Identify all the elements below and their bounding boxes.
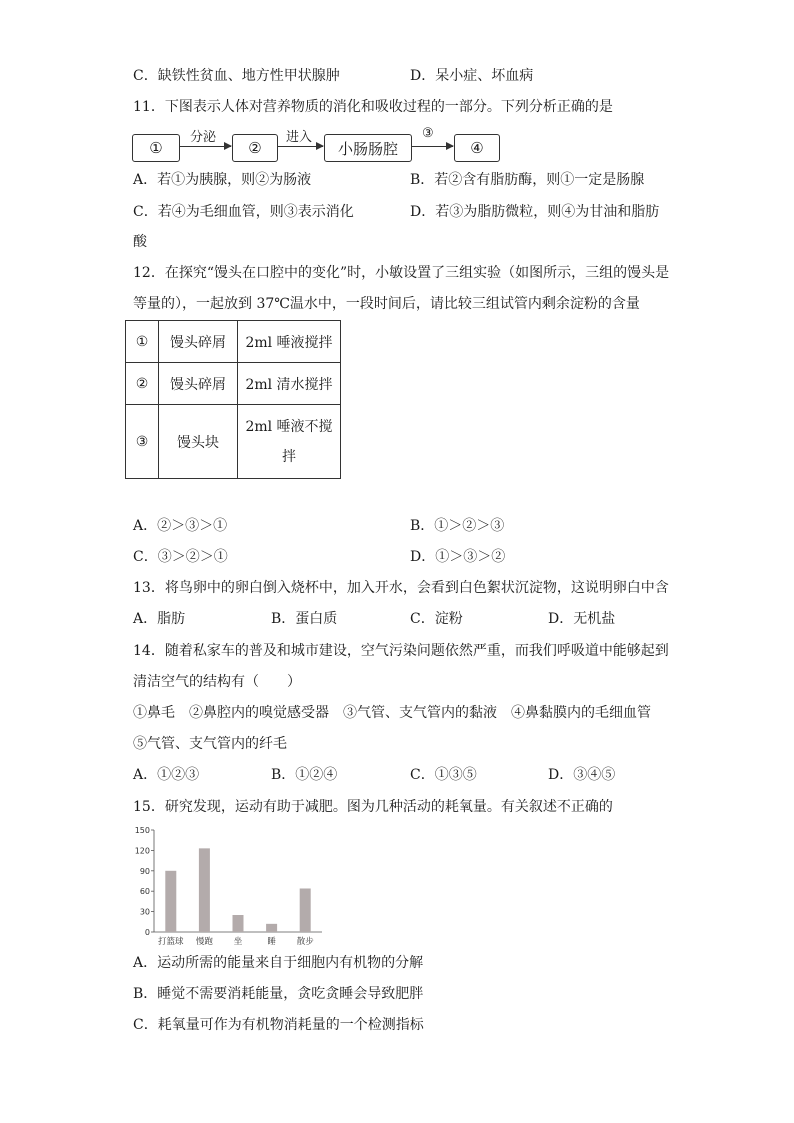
x-tick-label: 慢跑 (195, 937, 213, 947)
table-cell-treatment: 2ml 唾液搅拌 (238, 321, 341, 363)
y-tick-label: 60 (139, 887, 150, 897)
q14-items-line2: ⑤气管、支气管内的纤毛 (133, 736, 287, 752)
q14-option-d: D．③④⑤ (548, 767, 616, 783)
flow-box-1: ① (132, 134, 180, 162)
q14-items-line1: ①鼻毛 ②鼻腔内的嗅觉感受器 ③气管、支气管内的黏液 ④鼻黏膜内的毛细血管 (133, 705, 651, 721)
flow-arrow-1-label: 分泌 (190, 130, 217, 145)
bar (199, 848, 210, 932)
bar (266, 924, 277, 932)
q12-option-b: B．①＞②＞③ (410, 518, 505, 534)
q12-experiment-table (125, 320, 341, 479)
flow-arrow-1 (179, 146, 231, 147)
q15-option-c: C．耗氧量可作为有机物消耗量的一个检测指标 (133, 1017, 424, 1033)
q14-option-b: B．①②④ (271, 767, 338, 783)
q12-stem-line2: 等量的），一起放到 37℃温水中，一段时间后，请比较三组试管内剩余淀粉的含量 (133, 296, 640, 312)
table-cell-treatment: 2ml 清水搅拌 (238, 363, 341, 405)
q13-option-b: B．蛋白质 (271, 611, 338, 627)
q14-option-c: C．①③⑤ (410, 767, 477, 783)
table-cell-no: ③ (126, 405, 159, 479)
x-tick-label: 散步 (296, 937, 314, 947)
chart-x-labels (158, 936, 314, 947)
table-cell-food: 馒头碎屑 (159, 363, 238, 405)
table-cell-treatment-line2: 拌 (282, 448, 296, 465)
q10-option-c: C．缺铁性贫血、地方性甲状腺肿 (133, 68, 340, 84)
table-cell-treatment-line1: 2ml 唾液不搅 (245, 418, 333, 435)
q11-stem: 11．下图表示人体对营养物质的消化和吸收过程的一部分。下列分析正确的是 (133, 99, 613, 115)
flow-box-2: ② (232, 134, 278, 162)
q15-stem: 15．研究发现，运动有助于减肥。图为几种活动的耗氧量。有关叙述不正确的 (133, 799, 613, 815)
y-tick-label: 90 (139, 866, 150, 876)
q10-option-d: D．呆小症、坏血病 (410, 68, 534, 84)
q13-stem: 13．将鸟卵中的卵白倒入烧杯中，加入开水，会看到白色絮状沉淀物，这说明卵白中含 (133, 580, 669, 596)
x-tick-label: 打篮球 (158, 937, 184, 947)
x-tick-label: 坐 (233, 937, 243, 947)
flow-arrow-3-label: ③ (422, 126, 434, 141)
q15-option-b: B．睡觉不需要消耗能量，贪吃贪睡会导致肥胖 (133, 986, 424, 1002)
table-row (126, 405, 341, 479)
x-tick-label: 睡 (267, 937, 276, 947)
table-cell-food: 馒头碎屑 (159, 321, 238, 363)
flow-box-3: 小肠肠腔 (324, 134, 412, 162)
y-tick-label: 150 (134, 826, 150, 835)
q12-option-c: C．③＞②＞① (133, 549, 228, 565)
table-row (126, 363, 341, 405)
table-cell-food: 馒头块 (159, 405, 238, 479)
q12-option-d: D．①＞③＞② (410, 549, 506, 565)
flow-arrow-2 (277, 146, 323, 147)
q13-option-d: D．无机盐 (548, 611, 616, 627)
chart-bars (165, 848, 310, 932)
q14-option-a: A．①②③ (133, 767, 200, 783)
q12-stem-line1: 12．在探究“馒头在口腔中的变化”时，小敏设置了三组实验（如图所示，三组的馒头是 (133, 265, 670, 281)
q14-stem-line1: 14．随着私家车的普及和城市建设，空气污染问题依然严重，而我们呼吸道中能够起到 (133, 643, 669, 659)
oxygen-consumption-bar-chart (128, 822, 328, 950)
bar (300, 888, 311, 932)
table-cell-treatment (238, 405, 341, 479)
q11-option-c: C．若④为毛细血管，则③表示消化 (133, 204, 354, 220)
flow-arrow-2-label: 进入 (286, 130, 313, 145)
y-tick-label: 0 (144, 928, 150, 937)
flow-arrow-3 (411, 146, 453, 147)
y-tick-label: 30 (139, 907, 150, 917)
y-tick-label: 120 (134, 846, 150, 856)
table-row (126, 321, 341, 363)
chart-y-axis (135, 826, 322, 937)
table-cell-no: ① (126, 321, 159, 363)
table-cell-no: ② (126, 363, 159, 405)
q13-option-a: A．脂肪 (133, 611, 186, 627)
q11-option-b: B．若②含有脂肪酶，则①一定是肠腺 (410, 172, 645, 188)
q11-option-d: D．若③为脂肪微粒，则④为甘油和脂肪 (410, 204, 660, 220)
q14-stem-line2: 清洁空气的结构有（ ） (133, 674, 301, 690)
bar (233, 915, 244, 932)
q13-option-c: C．淀粉 (410, 611, 463, 627)
q12-option-a: A．②＞③＞① (133, 518, 228, 534)
q11-option-d-cont: 酸 (133, 234, 147, 250)
flow-box-4: ④ (454, 134, 500, 162)
bar (165, 871, 176, 932)
q11-flow-diagram (132, 126, 512, 164)
q15-option-a: A．运动所需的能量来自于细胞内有机物的分解 (133, 955, 424, 971)
q11-option-a: A．若①为胰腺，则②为肠液 (133, 172, 312, 188)
